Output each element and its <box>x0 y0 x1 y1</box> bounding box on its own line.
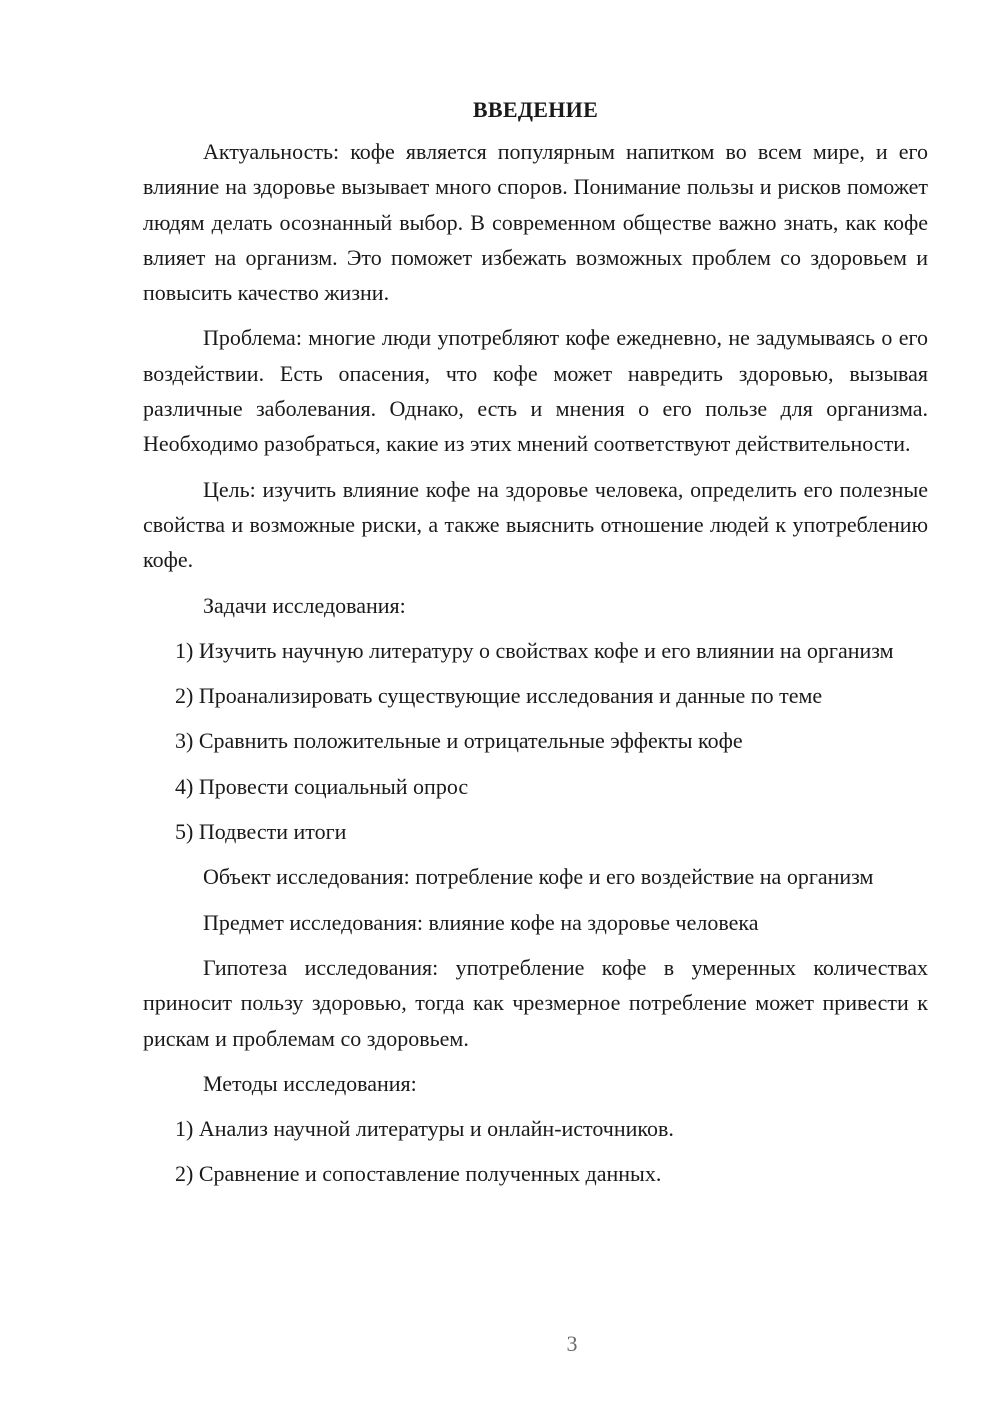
method-item: 2) Сравнение и сопоставление полученных данных. <box>175 1161 662 1187</box>
task-item: 3) Сравнить положительные и отрицательные эффекты кофе <box>175 728 743 754</box>
page-content <box>143 96 928 1202</box>
section-title: ВВЕДЕНИЕ <box>472 97 599 122</box>
methods-heading: Методы исследования: <box>203 1070 417 1096</box>
task-item: 1) Изучить научную литературу о свойствах кофе и его влиянии на организм <box>175 637 894 663</box>
subject-paragraph: Предмет исследования: влияние кофе на здоровье человека <box>203 909 759 935</box>
goal-paragraph: Цель: изучить влияние кофе на здоровье человека, определить его полезные свойства и возможные риски, а также выяснить отношение людей к употреблению кофе. <box>143 476 928 573</box>
object-paragraph: Объект исследования: потребление кофе и его воздействие на организм <box>203 864 874 890</box>
hypothesis-paragraph: Гипотеза исследования: употребление кофе в умеренных количествах приносит пользу здоровью, тогда как чрезмерное потребление может привести к рискам и проблемам со здоровьем. <box>143 954 928 1051</box>
task-item: 2) Проанализировать существующие исследования и данные по теме <box>175 683 823 709</box>
task-item: 5) Подвести итоги <box>175 819 347 845</box>
tasks-heading: Задачи исследования: <box>203 592 406 618</box>
problem-paragraph: Проблема: многие люди употребляют кофе ежедневно, не задумываясь о его воздействии. Есть опасения, что кофе может навредить здоровью, вызывая различные заболевания. Однако, есть и мнения о его пользе для организма. Необходимо разобраться, какие из этих мнений соответствуют действительности. <box>143 325 928 457</box>
relevance-paragraph: Актуальность: кофе является популярным напитком во всем мире, и его влияние на здоровье вызывает много споров. Понимание пользы и рисков поможет людям делать осознанный выбор. В современном обществе важно знать, как кофе влияет на организм. Это поможет избежать возможных проблем со здоровьем и повысить качество жизни. <box>143 139 928 306</box>
page-number: 3 <box>566 1331 578 1356</box>
task-item: 4) Провести социальный опрос <box>175 773 469 799</box>
method-item: 1) Анализ научной литературы и онлайн-источников. <box>175 1116 674 1142</box>
